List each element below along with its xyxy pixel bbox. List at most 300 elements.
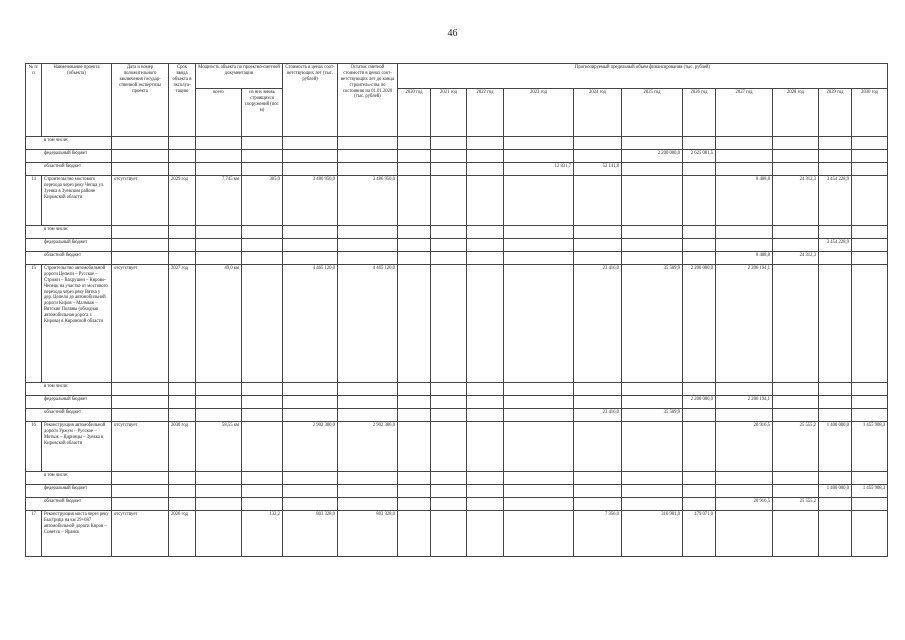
remainder-cell: 4 465 120,0: [338, 265, 398, 383]
year-value-cell: [431, 239, 467, 252]
year-value-cell: [504, 137, 574, 150]
expertise-cell: отсутствует: [112, 422, 169, 472]
year-value-cell: 35 509,9: [622, 409, 683, 422]
year-value-cell: [683, 383, 716, 396]
year-value-cell: [398, 498, 431, 511]
empty-cell: [242, 498, 283, 511]
year-value-cell: [574, 485, 622, 498]
year-value-cell: 20 916,5: [716, 498, 773, 511]
year-value-cell: [398, 239, 431, 252]
year-value-cell: [622, 176, 683, 226]
year-value-cell: [431, 498, 467, 511]
year-value-cell: 3 454 228,9: [819, 176, 852, 226]
empty-cell: [112, 252, 169, 265]
year-value-cell: [622, 252, 683, 265]
year-value-cell: [398, 252, 431, 265]
year-value-cell: [819, 383, 852, 396]
capacity-new-cell: [242, 422, 283, 472]
year-value-cell: [683, 239, 716, 252]
capacity-new-cell: [242, 265, 283, 383]
year-value-cell: 3 454 228,9: [819, 239, 852, 252]
table-row: [26, 265, 888, 383]
remainder-cell: 3 486 950,0: [338, 176, 398, 226]
header-year: 2021 год: [431, 89, 467, 137]
empty-cell: [112, 150, 169, 163]
empty-cell: [169, 150, 196, 163]
year-value-cell: [622, 396, 683, 409]
year-value-cell: [622, 226, 683, 239]
empty-cell: [338, 239, 398, 252]
empty-cell: [338, 252, 398, 265]
empty-cell: [112, 485, 169, 498]
year-value-cell: [622, 485, 683, 498]
year-value-cell: 479 071,0: [683, 511, 716, 557]
year-value-cell: [773, 163, 819, 176]
year-value-cell: [467, 511, 504, 557]
year-value-cell: [773, 137, 819, 150]
year-value-cell: [504, 239, 574, 252]
header-year: 2030 год: [852, 89, 888, 137]
table-row: [26, 396, 888, 409]
year-value-cell: [716, 137, 773, 150]
empty-cell: [338, 226, 398, 239]
year-value-cell: [398, 383, 431, 396]
year-value-cell: [683, 163, 716, 176]
year-value-cell: [622, 239, 683, 252]
term-cell: 2030 год: [169, 422, 196, 472]
cost-cell: 803 328,0: [283, 511, 338, 557]
year-value-cell: [683, 422, 716, 472]
header-year: 2028 год: [773, 89, 819, 137]
year-value-cell: [467, 252, 504, 265]
empty-cell: [283, 137, 338, 150]
year-value-cell: 8 408,8: [716, 176, 773, 226]
header-year: 2020 год: [398, 89, 431, 137]
empty-cell: [242, 137, 283, 150]
year-value-cell: [467, 485, 504, 498]
empty-cell: [196, 226, 242, 239]
year-value-cell: [574, 383, 622, 396]
year-value-cell: [504, 472, 574, 485]
row-num: 16: [26, 422, 42, 472]
year-value-cell: 25 555,2: [773, 498, 819, 511]
empty-cell: [338, 409, 398, 422]
year-value-cell: [819, 252, 852, 265]
year-value-cell: [431, 226, 467, 239]
empty-cell: [242, 409, 283, 422]
empty-cell: [338, 485, 398, 498]
year-value-cell: [431, 252, 467, 265]
empty-cell: [242, 383, 283, 396]
year-value-cell: [467, 239, 504, 252]
year-value-cell: [431, 150, 467, 163]
row-label: в том числе:: [26, 472, 112, 485]
table-row: [26, 472, 888, 485]
year-value-cell: [467, 265, 504, 383]
year-value-cell: [504, 409, 574, 422]
year-value-cell: [504, 265, 574, 383]
empty-cell: [196, 163, 242, 176]
year-value-cell: [683, 226, 716, 239]
year-value-cell: [431, 472, 467, 485]
year-value-cell: [574, 252, 622, 265]
header-year: 2025 год: [622, 89, 683, 137]
year-value-cell: [398, 163, 431, 176]
year-value-cell: 20 916,5: [716, 422, 773, 472]
year-value-cell: 1 455 908,3: [852, 422, 888, 472]
empty-cell: [283, 396, 338, 409]
year-value-cell: [819, 265, 852, 383]
year-value-cell: [773, 226, 819, 239]
year-value-cell: [398, 226, 431, 239]
year-value-cell: [852, 498, 888, 511]
empty-cell: [169, 163, 196, 176]
year-value-cell: [683, 176, 716, 226]
capacity-total-cell: 49,0 км: [196, 265, 242, 383]
year-value-cell: [622, 137, 683, 150]
year-value-cell: [622, 472, 683, 485]
empty-cell: [338, 498, 398, 511]
year-value-cell: [574, 498, 622, 511]
empty-cell: [283, 498, 338, 511]
empty-cell: [242, 239, 283, 252]
year-value-cell: [467, 409, 504, 422]
empty-cell: [242, 472, 283, 485]
empty-cell: [242, 226, 283, 239]
header-year: 2026 год: [683, 89, 716, 137]
empty-cell: [196, 485, 242, 498]
table-row: [26, 498, 888, 511]
row-label: областной бюджет: [26, 252, 112, 265]
row-label: в том числе:: [26, 137, 112, 150]
empty-cell: [112, 137, 169, 150]
year-value-cell: [398, 265, 431, 383]
year-value-cell: 23 416,0: [574, 409, 622, 422]
year-value-cell: [504, 176, 574, 226]
empty-cell: [169, 472, 196, 485]
year-value-cell: [398, 472, 431, 485]
year-value-cell: [622, 383, 683, 396]
year-value-cell: [398, 396, 431, 409]
year-value-cell: 316 901,0: [622, 511, 683, 557]
header-remainder: Остаток сметной стоимости в ценах соот-ветствующих лет до конца строитель-ства по состоянию на 01.01.2020 (тыс. рублей): [338, 64, 398, 137]
row-num: 17: [26, 511, 42, 557]
header-expertise: Дата и номер положительного заключения государ-ственной экспертизы проекта: [112, 64, 169, 137]
year-value-cell: [398, 511, 431, 557]
year-value-cell: 2 625 081,5: [683, 150, 716, 163]
empty-cell: [169, 498, 196, 511]
year-value-cell: [504, 252, 574, 265]
year-value-cell: [504, 485, 574, 498]
year-value-cell: [574, 176, 622, 226]
empty-cell: [242, 163, 283, 176]
project-name: Реконструкция моста через реку Быстрица на км 29+687 автомобильной дороги Киров – Советск – Яранск: [42, 511, 112, 557]
remainder-cell: 2 902 380,0: [338, 422, 398, 472]
year-value-cell: [716, 472, 773, 485]
year-value-cell: [467, 472, 504, 485]
empty-cell: [338, 137, 398, 150]
empty-cell: [283, 239, 338, 252]
row-label: областной бюджет: [26, 498, 112, 511]
empty-cell: [196, 239, 242, 252]
year-value-cell: [622, 163, 683, 176]
table-row: [26, 422, 888, 472]
year-value-cell: [773, 383, 819, 396]
year-value-cell: [683, 252, 716, 265]
empty-cell: [283, 150, 338, 163]
header-year: 2023 год: [504, 89, 574, 137]
empty-cell: [196, 498, 242, 511]
capacity-total-cell: [196, 511, 242, 557]
year-value-cell: 1 400 000,0: [819, 422, 852, 472]
term-cell: 2029 год: [169, 176, 196, 226]
table-row: [26, 137, 888, 150]
empty-cell: [169, 396, 196, 409]
cost-cell: 4 465 120,0: [283, 265, 338, 383]
empty-cell: [169, 226, 196, 239]
empty-cell: [242, 252, 283, 265]
empty-cell: [112, 383, 169, 396]
year-value-cell: [467, 396, 504, 409]
year-value-cell: 12 831,7: [504, 163, 574, 176]
year-value-cell: [852, 252, 888, 265]
year-value-cell: [574, 396, 622, 409]
empty-cell: [196, 383, 242, 396]
table-row: [26, 163, 888, 176]
capacity-total-cell: 58,55 км: [196, 422, 242, 472]
empty-cell: [112, 239, 169, 252]
empty-cell: [196, 137, 242, 150]
year-value-cell: 1 455 908,3: [852, 485, 888, 498]
expertise-cell: отсутствует: [112, 265, 169, 383]
row-num: 14: [26, 176, 42, 226]
empty-cell: [283, 252, 338, 265]
empty-cell: [112, 498, 169, 511]
year-value-cell: 2 206 194,1: [716, 396, 773, 409]
empty-cell: [169, 485, 196, 498]
table-body: [26, 137, 888, 557]
capacity-new-cell: 132,2: [242, 511, 283, 557]
year-value-cell: [504, 422, 574, 472]
year-value-cell: [504, 226, 574, 239]
year-value-cell: 52 141,8: [574, 163, 622, 176]
row-label: в том числе:: [26, 226, 112, 239]
year-value-cell: [683, 485, 716, 498]
row-label: областной бюджет: [26, 409, 112, 422]
year-value-cell: [852, 472, 888, 485]
year-value-cell: [819, 498, 852, 511]
empty-cell: [338, 163, 398, 176]
year-value-cell: [431, 485, 467, 498]
year-value-cell: [716, 226, 773, 239]
year-value-cell: [398, 137, 431, 150]
empty-cell: [196, 252, 242, 265]
cost-cell: 3 486 950,0: [283, 176, 338, 226]
capacity-new-cell: 305,0: [242, 176, 283, 226]
year-value-cell: [819, 396, 852, 409]
header-capacity: Мощность объекта по проектно-сметной документации: [196, 64, 283, 89]
table-row: [26, 383, 888, 396]
year-value-cell: [683, 409, 716, 422]
year-value-cell: [819, 409, 852, 422]
year-value-cell: [398, 409, 431, 422]
year-value-cell: [852, 265, 888, 383]
year-value-cell: 8 408,8: [716, 252, 773, 265]
year-value-cell: [467, 137, 504, 150]
year-value-cell: [819, 137, 852, 150]
year-value-cell: [467, 163, 504, 176]
header-cap-new: из них вновь строящихся сооружений (пог. м): [242, 89, 283, 137]
year-value-cell: [773, 409, 819, 422]
table-row: [26, 485, 888, 498]
year-value-cell: [773, 472, 819, 485]
empty-cell: [169, 137, 196, 150]
year-value-cell: [622, 498, 683, 511]
row-num: 15: [26, 265, 42, 383]
header-forecast: Прогнозируемый предельный объем финансирования (тыс. рублей): [398, 64, 888, 89]
empty-cell: [169, 409, 196, 422]
year-value-cell: [574, 137, 622, 150]
cost-cell: 2 902 380,0: [283, 422, 338, 472]
year-value-cell: [716, 511, 773, 557]
year-value-cell: [819, 226, 852, 239]
year-value-cell: 24 312,3: [773, 176, 819, 226]
year-value-cell: [852, 239, 888, 252]
row-label: федеральный бюджет: [26, 485, 112, 498]
row-label: федеральный бюджет: [26, 150, 112, 163]
table-row: [26, 409, 888, 422]
year-value-cell: [574, 150, 622, 163]
year-value-cell: [467, 498, 504, 511]
expertise-cell: отсутствует: [112, 511, 169, 557]
empty-cell: [283, 226, 338, 239]
financing-table: [25, 63, 888, 557]
empty-cell: [283, 409, 338, 422]
year-value-cell: 24 312,3: [773, 252, 819, 265]
row-label: в том числе:: [26, 383, 112, 396]
empty-cell: [283, 472, 338, 485]
expertise-cell: отсутствует: [112, 176, 169, 226]
project-name: Строительство мостового перехода через реку Чепца ул. Зуевка в Зуевском районе Кировской области: [42, 176, 112, 226]
empty-cell: [112, 163, 169, 176]
empty-cell: [196, 150, 242, 163]
empty-cell: [112, 396, 169, 409]
year-value-cell: [773, 485, 819, 498]
empty-cell: [196, 472, 242, 485]
year-value-cell: [852, 150, 888, 163]
empty-cell: [338, 383, 398, 396]
empty-cell: [338, 150, 398, 163]
year-value-cell: [504, 150, 574, 163]
year-value-cell: [819, 511, 852, 557]
year-value-cell: [852, 383, 888, 396]
empty-cell: [196, 409, 242, 422]
year-value-cell: [504, 511, 574, 557]
empty-cell: [242, 396, 283, 409]
year-value-cell: 7 356,0: [574, 511, 622, 557]
year-value-cell: [398, 150, 431, 163]
empty-cell: [283, 163, 338, 176]
year-value-cell: [683, 498, 716, 511]
header-year: 2024 год: [574, 89, 622, 137]
empty-cell: [242, 150, 283, 163]
year-value-cell: [852, 176, 888, 226]
year-value-cell: 25 555,2: [773, 422, 819, 472]
header-year: 2022 год: [467, 89, 504, 137]
year-value-cell: [467, 226, 504, 239]
table-row: [26, 239, 888, 252]
year-value-cell: [819, 472, 852, 485]
year-value-cell: [467, 176, 504, 226]
year-value-cell: [431, 511, 467, 557]
header-cost: Стоимость в ценах соот-ветствующих лет (тыс. рублей): [283, 64, 338, 137]
year-value-cell: [819, 163, 852, 176]
empty-cell: [196, 396, 242, 409]
year-value-cell: [398, 485, 431, 498]
term-cell: 2026 год: [169, 511, 196, 557]
empty-cell: [242, 485, 283, 498]
year-value-cell: [852, 409, 888, 422]
year-value-cell: [574, 422, 622, 472]
year-value-cell: [852, 511, 888, 557]
year-value-cell: [504, 498, 574, 511]
empty-cell: [112, 472, 169, 485]
year-value-cell: [773, 265, 819, 383]
header-year: 2027 год: [716, 89, 773, 137]
empty-cell: [169, 252, 196, 265]
project-name: Реконструкция автомобильной дороги Уржум – Русское – Мотыж – Ядринцы – Зуевка в Кировской области: [42, 422, 112, 472]
year-value-cell: [431, 265, 467, 383]
project-name: Строительство автомобильной дороги Цепели – Русское – Стрижи – Вахрушеи – Кирово-Чепецк на участке от мостового перехода через реку Вятка у дер. Цепели до автомобильной дороги Киров – Малмыж – Вятские Поляны (обходная автомобильная дорога г. Кирова) в Кировской области: [42, 265, 112, 383]
year-value-cell: [574, 472, 622, 485]
year-value-cell: [773, 239, 819, 252]
year-value-cell: [467, 150, 504, 163]
year-value-cell: 2 200 000,0: [683, 396, 716, 409]
year-value-cell: 23 416,0: [574, 265, 622, 383]
header-num: № п/п: [26, 64, 42, 137]
year-value-cell: [431, 383, 467, 396]
year-value-cell: [773, 150, 819, 163]
empty-cell: [283, 485, 338, 498]
year-value-cell: [716, 239, 773, 252]
year-value-cell: [431, 137, 467, 150]
year-value-cell: [431, 163, 467, 176]
year-value-cell: [683, 137, 716, 150]
table-row: [26, 252, 888, 265]
empty-cell: [112, 226, 169, 239]
empty-cell: [338, 472, 398, 485]
table-row: [26, 511, 888, 557]
year-value-cell: [716, 150, 773, 163]
page-number: 46: [447, 28, 458, 39]
year-value-cell: [467, 422, 504, 472]
year-value-cell: [852, 137, 888, 150]
year-value-cell: [819, 150, 852, 163]
year-value-cell: [574, 226, 622, 239]
year-value-cell: [398, 176, 431, 226]
table-row: [26, 226, 888, 239]
year-value-cell: [398, 422, 431, 472]
empty-cell: [169, 383, 196, 396]
remainder-cell: 803 328,0: [338, 511, 398, 557]
year-value-cell: [504, 383, 574, 396]
term-cell: 2027 год: [169, 265, 196, 383]
year-value-cell: [431, 396, 467, 409]
empty-cell: [112, 409, 169, 422]
year-value-cell: [431, 176, 467, 226]
header-cap-total: всего: [196, 89, 242, 137]
year-value-cell: [431, 409, 467, 422]
